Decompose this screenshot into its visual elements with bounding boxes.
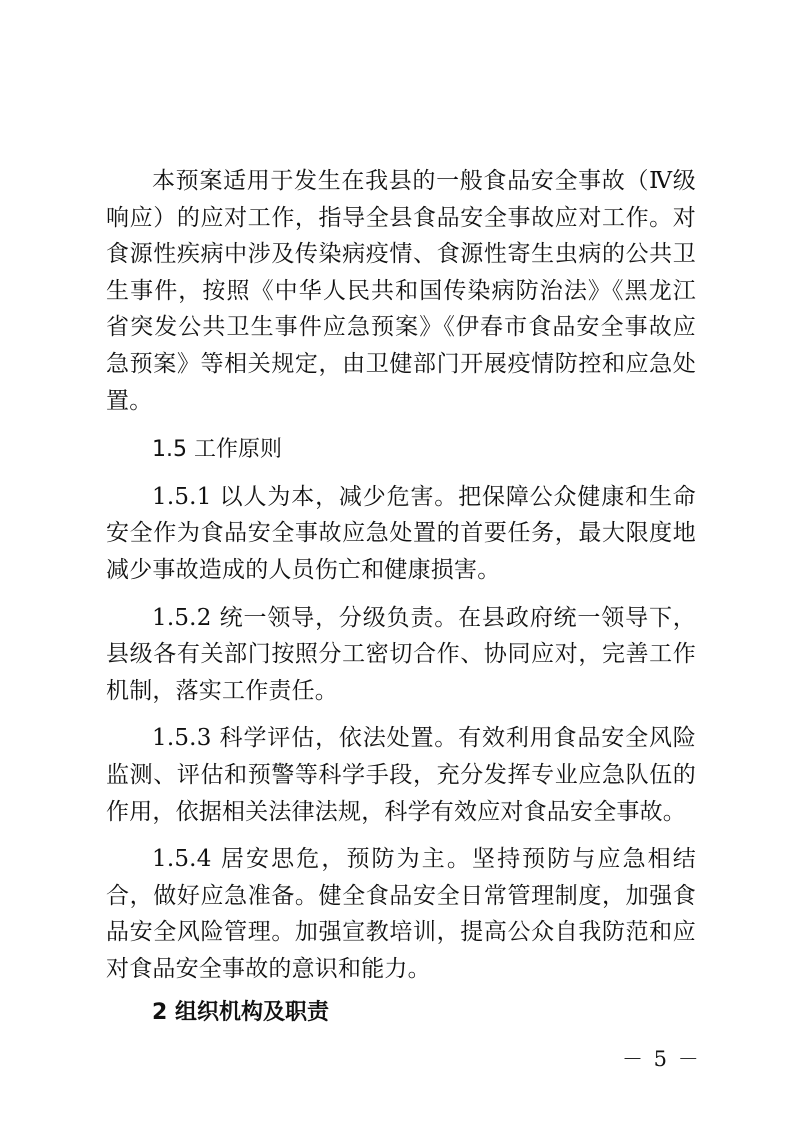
paragraph-scope: 本预案适用于发生在我县的一般食品安全事故（Ⅳ级响应）的应对工作，指导全县食品安全事故应对工作。对食源性疾病中涉及传染病疫情、食源性寄生虫病的公共卫生事件，按照《中华人民共和国传染病防治法》《黑龙江省突发公共卫生事件应急预案》《伊春市食品安全事故应急预案》等相关规定，由卫健部门开展疫情防控和应急处置。 [106,168,696,414]
paragraph-1-5-3: 1.5.3 科学评估，依法处置。有效利用食品安全风险监测、评估和预警等科学手段，充分发挥专业应急队伍的作用，依据相关法律法规，科学有效应对食品安全事故。 [106,725,696,825]
paragraph-1-5-1: 1.5.1 以人为本，减少危害。把保障公众健康和生命安全作为食品安全事故应急处置的首要任务，最大限度地减少事故造成的人员伤亡和健康损害。 [106,483,696,583]
paragraph-1-5-2: 1.5.2 统一领导，分级负责。在县政府统一领导下，县级各有关部门按照分工密切合作、协同应对，完善工作机制，落实工作责任。 [106,604,696,704]
paragraph-1-5-4: 1.5.4 居安思危，预防为主。坚持预防与应急相结合，做好应急准备。健全食品安全日常管理制度，加强食品安全风险管理。加强宣教培训，提高公众自我防范和应对食品安全事故的意识和能力。 [106,846,696,982]
page-number: － 5 － [622,1047,701,1071]
section-heading-2: 2 组织机构及职责 [152,1000,329,1026]
section-heading-1-5: 1.5 工作原则 [152,437,282,463]
document-body [106,163,696,1032]
